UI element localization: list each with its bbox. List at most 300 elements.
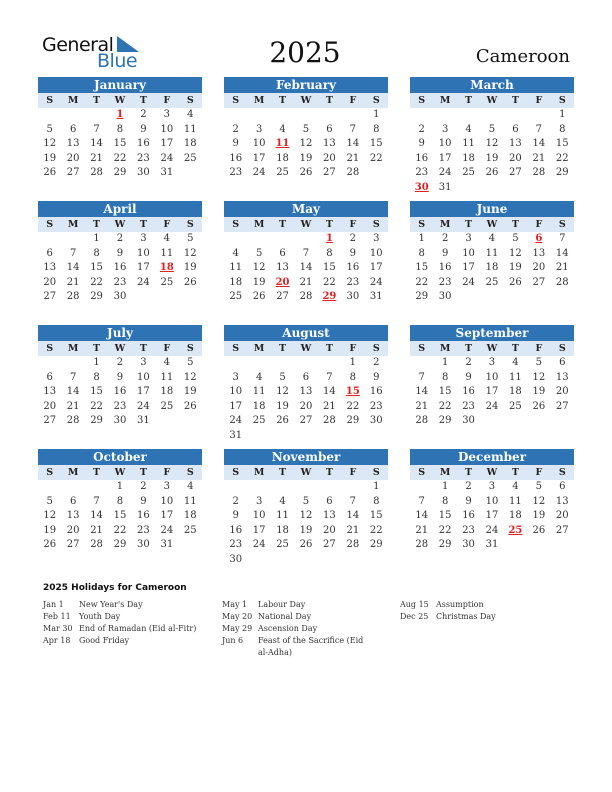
day: 23 [438,276,452,288]
day: 19 [43,152,57,164]
weekday-header [410,217,574,232]
empty-day [38,232,61,247]
week-row [224,137,388,152]
day: 25 [183,524,197,536]
weekday-label: W [486,95,498,106]
day: 10 [438,138,452,149]
day: 16 [462,510,475,521]
day: 12 [183,371,197,383]
day: 13 [555,495,569,507]
day: 13 [276,262,289,273]
week-row [410,152,574,167]
day: 30 [113,415,127,426]
day: 12 [252,262,266,273]
day: 4 [255,371,263,383]
weekday-label: F [163,343,171,354]
week-row [38,385,202,400]
day: 8 [418,247,425,259]
holiday-name: Ascension Day [258,624,318,633]
day: 29 [90,291,103,302]
day: 6 [279,247,286,259]
empty-day [365,166,388,181]
day: 20 [43,400,57,412]
day: 4 [279,123,286,135]
day: 25 [160,276,174,288]
day: 16 [137,138,150,149]
week-row [224,123,388,138]
day: 13 [555,371,569,383]
week-row [224,261,388,276]
weekday-label: S [46,343,54,354]
weekday-label: W [300,467,312,478]
weekday-label: M [67,95,79,106]
empty-day [224,356,247,371]
day: 11 [183,123,197,135]
day: 18 [462,152,475,164]
day: 17 [438,152,452,164]
empty-day [504,181,527,196]
week-row [38,371,202,386]
day: 22 [438,524,452,536]
day: 18 [160,386,174,397]
day: 21 [415,400,429,412]
day: 21 [66,400,80,412]
week-row [224,400,388,415]
weekday-label: S [232,343,240,354]
day: 12 [299,138,313,149]
weekday-label: T [465,467,473,478]
day: 23 [229,167,243,178]
weekday-label: S [232,467,240,478]
day: 9 [116,247,124,259]
empty-day [38,108,61,123]
week-row [224,429,388,444]
week-row [410,247,574,262]
weekday-label: M [439,95,451,106]
day: 26 [299,539,313,550]
day: 13 [66,138,80,149]
day: 8 [559,123,566,135]
empty-day [365,553,388,568]
week-row [224,385,388,400]
empty-day [410,356,433,371]
week-row [224,247,388,262]
week-row [38,290,202,305]
month-title: October [38,449,202,465]
week-row [224,152,388,167]
day: 5 [535,357,543,368]
weekday-label: T [325,343,333,354]
day: 14 [346,138,360,149]
day: 10 [137,371,150,383]
day: 26 [509,276,522,288]
week-row [410,137,574,152]
weekday-header [224,93,388,108]
month-title: July [38,325,202,341]
weekday-label: T [325,95,333,106]
day: 18 [276,524,289,536]
week-row [38,261,202,276]
day: 9 [465,495,472,507]
day: 20 [509,152,522,164]
day: 28 [532,167,546,178]
day: 24 [160,524,174,536]
day: 21 [415,524,429,536]
week-row [410,123,574,138]
empty-day [179,166,202,181]
day: 3 [140,357,147,368]
day: 18 [252,400,266,412]
week-row [38,137,202,152]
day: 28 [90,167,103,178]
day: 16 [415,152,429,164]
day: 9 [465,371,472,383]
day: 15 [113,510,127,521]
day: 25 [509,400,522,412]
day: 23 [346,276,360,288]
month-title: April [38,201,202,217]
day: 14 [90,138,103,149]
day: 30 [346,291,360,302]
week-row [224,495,388,510]
day: 2 [418,123,425,135]
weekday-label: S [46,95,54,106]
empty-day [247,480,270,495]
day: 15 [323,262,336,273]
day: 31 [485,539,499,550]
day: 18 [183,138,197,149]
day: 2 [465,481,472,492]
week-row [410,166,574,181]
day: 31 [438,181,452,193]
day: 27 [509,167,522,178]
day: 20 [532,262,546,273]
weekday-label: T [139,467,147,478]
day: 26 [485,167,499,178]
holiday-name: Feast of the Sacrifice (Eid al-Adha) [258,636,364,657]
weekday-label: T [511,343,519,354]
day: 28 [90,539,103,550]
day: 17 [485,386,499,397]
empty-day [247,429,270,444]
day: 20 [43,276,57,288]
day: 10 [485,371,499,383]
day: 7 [535,123,543,135]
day: 16 [346,262,360,273]
holiday-item [43,623,213,635]
weekday-label: T [511,467,519,478]
month-april [38,201,202,305]
day: 14 [66,386,80,397]
weekday-label: T [279,95,287,106]
day: 22 [369,524,383,536]
holiday-day: 15 [345,386,360,397]
empty-day [271,108,294,123]
day: 18 [229,276,243,288]
empty-day [480,181,503,196]
weekday-label: T [93,467,101,478]
day: 20 [555,386,569,397]
day: 27 [555,524,569,536]
empty-day [551,181,574,196]
day: 7 [349,123,357,135]
day: 10 [369,247,383,259]
weekday-label: M [253,467,265,478]
day: 17 [137,386,150,397]
empty-day [504,108,527,123]
day: 14 [415,510,429,521]
day: 1 [441,481,449,492]
holiday-name: Assumption [436,600,484,609]
day: 11 [229,262,243,273]
day: 28 [323,415,336,426]
week-row [410,108,574,123]
weekday-label: T [325,467,333,478]
holiday-name: End of Ramadan (Eid al-Fitr) [79,624,197,633]
month-title: January [38,77,202,93]
weekday-header [224,465,388,480]
weekday-label: T [279,343,287,354]
day: 17 [252,524,266,536]
day: 8 [326,247,333,259]
day: 4 [187,481,194,492]
day: 29 [438,539,452,550]
day: 24 [485,524,499,536]
weekday-label: S [418,343,426,354]
day: 28 [415,415,429,426]
day: 27 [555,400,569,412]
day: 14 [532,138,546,149]
day: 20 [66,524,80,536]
empty-day [294,553,317,568]
day: 1 [441,357,449,368]
holiday-date: Jan 1 [43,600,64,609]
empty-day [433,108,456,123]
day: 21 [346,524,360,536]
empty-day [318,480,341,495]
weekday-label: M [67,343,79,354]
day: 22 [346,400,360,412]
weekday-label: S [558,343,566,354]
holiday-day: 30 [414,181,429,193]
week-row [38,247,202,262]
month-july [38,325,202,429]
day: 24 [252,167,266,178]
week-row [410,261,574,276]
day: 22 [90,400,103,412]
day: 23 [369,400,383,412]
week-row [224,108,388,123]
day: 7 [69,247,77,259]
day: 25 [276,167,289,178]
day: 28 [66,291,80,302]
month-january [38,77,202,181]
empty-day [480,290,503,305]
week-row [224,524,388,539]
day: 5 [279,371,286,383]
holiday-day: 25 [508,524,523,536]
weekday-label: S [372,219,380,230]
week-row [410,538,574,553]
month-title: August [224,325,388,341]
day: 22 [90,276,103,288]
day: 9 [140,123,147,135]
weekday-label: M [439,467,451,478]
weekday-header [410,341,574,356]
month-december [410,449,574,553]
day: 24 [369,276,383,288]
page-title-year: 2025 [269,36,341,69]
week-row [224,371,388,386]
week-row [410,371,574,386]
day: 16 [229,524,243,536]
empty-day [341,429,364,444]
day: 20 [66,152,80,164]
day: 15 [90,386,103,397]
day: 19 [485,152,499,164]
week-row [38,480,202,495]
holiday-item [222,635,372,659]
month-october [38,449,202,553]
week-row [38,495,202,510]
weekday-label: W [300,219,312,230]
day: 27 [323,167,336,178]
day: 27 [43,291,57,302]
day: 9 [232,138,239,149]
day: 6 [326,123,333,135]
empty-day [85,480,108,495]
day: 17 [252,152,266,164]
day: 14 [323,386,336,397]
day: 8 [116,495,124,507]
holiday-day: 11 [275,138,290,149]
day: 2 [232,123,239,135]
day: 1 [93,357,100,368]
weekday-label: M [253,343,265,354]
weekday-label: M [439,343,451,354]
day: 9 [373,371,380,383]
weekday-label: F [349,467,357,478]
month-november [224,449,388,567]
day: 27 [299,415,313,426]
day: 16 [229,152,243,164]
holiday-day: 29 [322,291,337,302]
month-title: May [224,201,388,217]
day: 21 [346,152,360,164]
weekday-label: F [349,95,357,106]
day: 6 [326,495,333,507]
weekday-label: T [139,95,147,106]
holidays-title: 2025 Holidays for Cameroon [43,583,187,593]
weekday-label: F [163,219,171,230]
day: 22 [113,152,127,164]
day: 7 [302,247,310,259]
day: 22 [113,524,127,536]
empty-day [271,480,294,495]
day: 31 [369,291,383,302]
day: 21 [66,276,80,288]
country-name: Cameroon [475,46,570,67]
holiday-date: May 29 [222,624,253,633]
day: 12 [509,247,522,259]
logo-general-text: General [42,34,114,56]
weekday-label: T [279,467,287,478]
week-row [410,495,574,510]
month-september [410,325,574,429]
day: 26 [299,167,313,178]
weekday-label: T [325,219,333,230]
day: 2 [441,233,449,244]
day: 24 [229,415,243,426]
day: 27 [532,276,546,288]
weekday-header [38,217,202,232]
empty-day [271,429,294,444]
day: 29 [113,167,127,178]
day: 23 [113,400,127,412]
day: 4 [163,357,171,368]
day: 10 [252,510,266,521]
day: 10 [462,247,475,259]
day: 12 [532,371,546,383]
day: 13 [323,138,336,149]
day: 19 [252,276,266,288]
empty-day [318,429,341,444]
day: 29 [555,167,569,178]
holiday-date: Jun 6 [222,636,244,645]
day: 11 [462,138,475,149]
empty-day [247,553,270,568]
day: 1 [373,481,380,492]
day: 6 [69,495,77,507]
day: 12 [183,247,197,259]
empty-day [61,356,84,371]
day: 19 [532,386,546,397]
weekday-label: S [418,467,426,478]
empty-day [410,480,433,495]
day: 8 [373,123,380,135]
empty-day [527,108,550,123]
day: 6 [69,123,77,135]
day: 4 [232,247,239,259]
week-row [38,108,202,123]
day: 30 [369,415,383,426]
day: 1 [93,233,100,244]
day: 2 [373,357,380,368]
day: 7 [559,233,566,244]
day: 29 [90,415,103,426]
day: 26 [532,524,546,536]
weekday-header [224,217,388,232]
day: 16 [113,386,127,397]
weekday-label: S [186,219,194,230]
weekday-label: F [163,467,171,478]
day: 21 [90,524,103,536]
weekday-label: S [186,95,194,106]
day: 28 [346,167,360,178]
day: 19 [276,400,289,412]
day: 15 [90,262,103,273]
day: 5 [512,233,519,244]
day: 18 [509,510,522,521]
day: 10 [229,386,243,397]
day: 19 [183,262,197,273]
empty-day [85,108,108,123]
day: 28 [346,539,360,550]
day: 13 [43,262,57,273]
day: 11 [509,371,522,383]
day: 23 [415,167,429,178]
week-row [224,553,388,568]
